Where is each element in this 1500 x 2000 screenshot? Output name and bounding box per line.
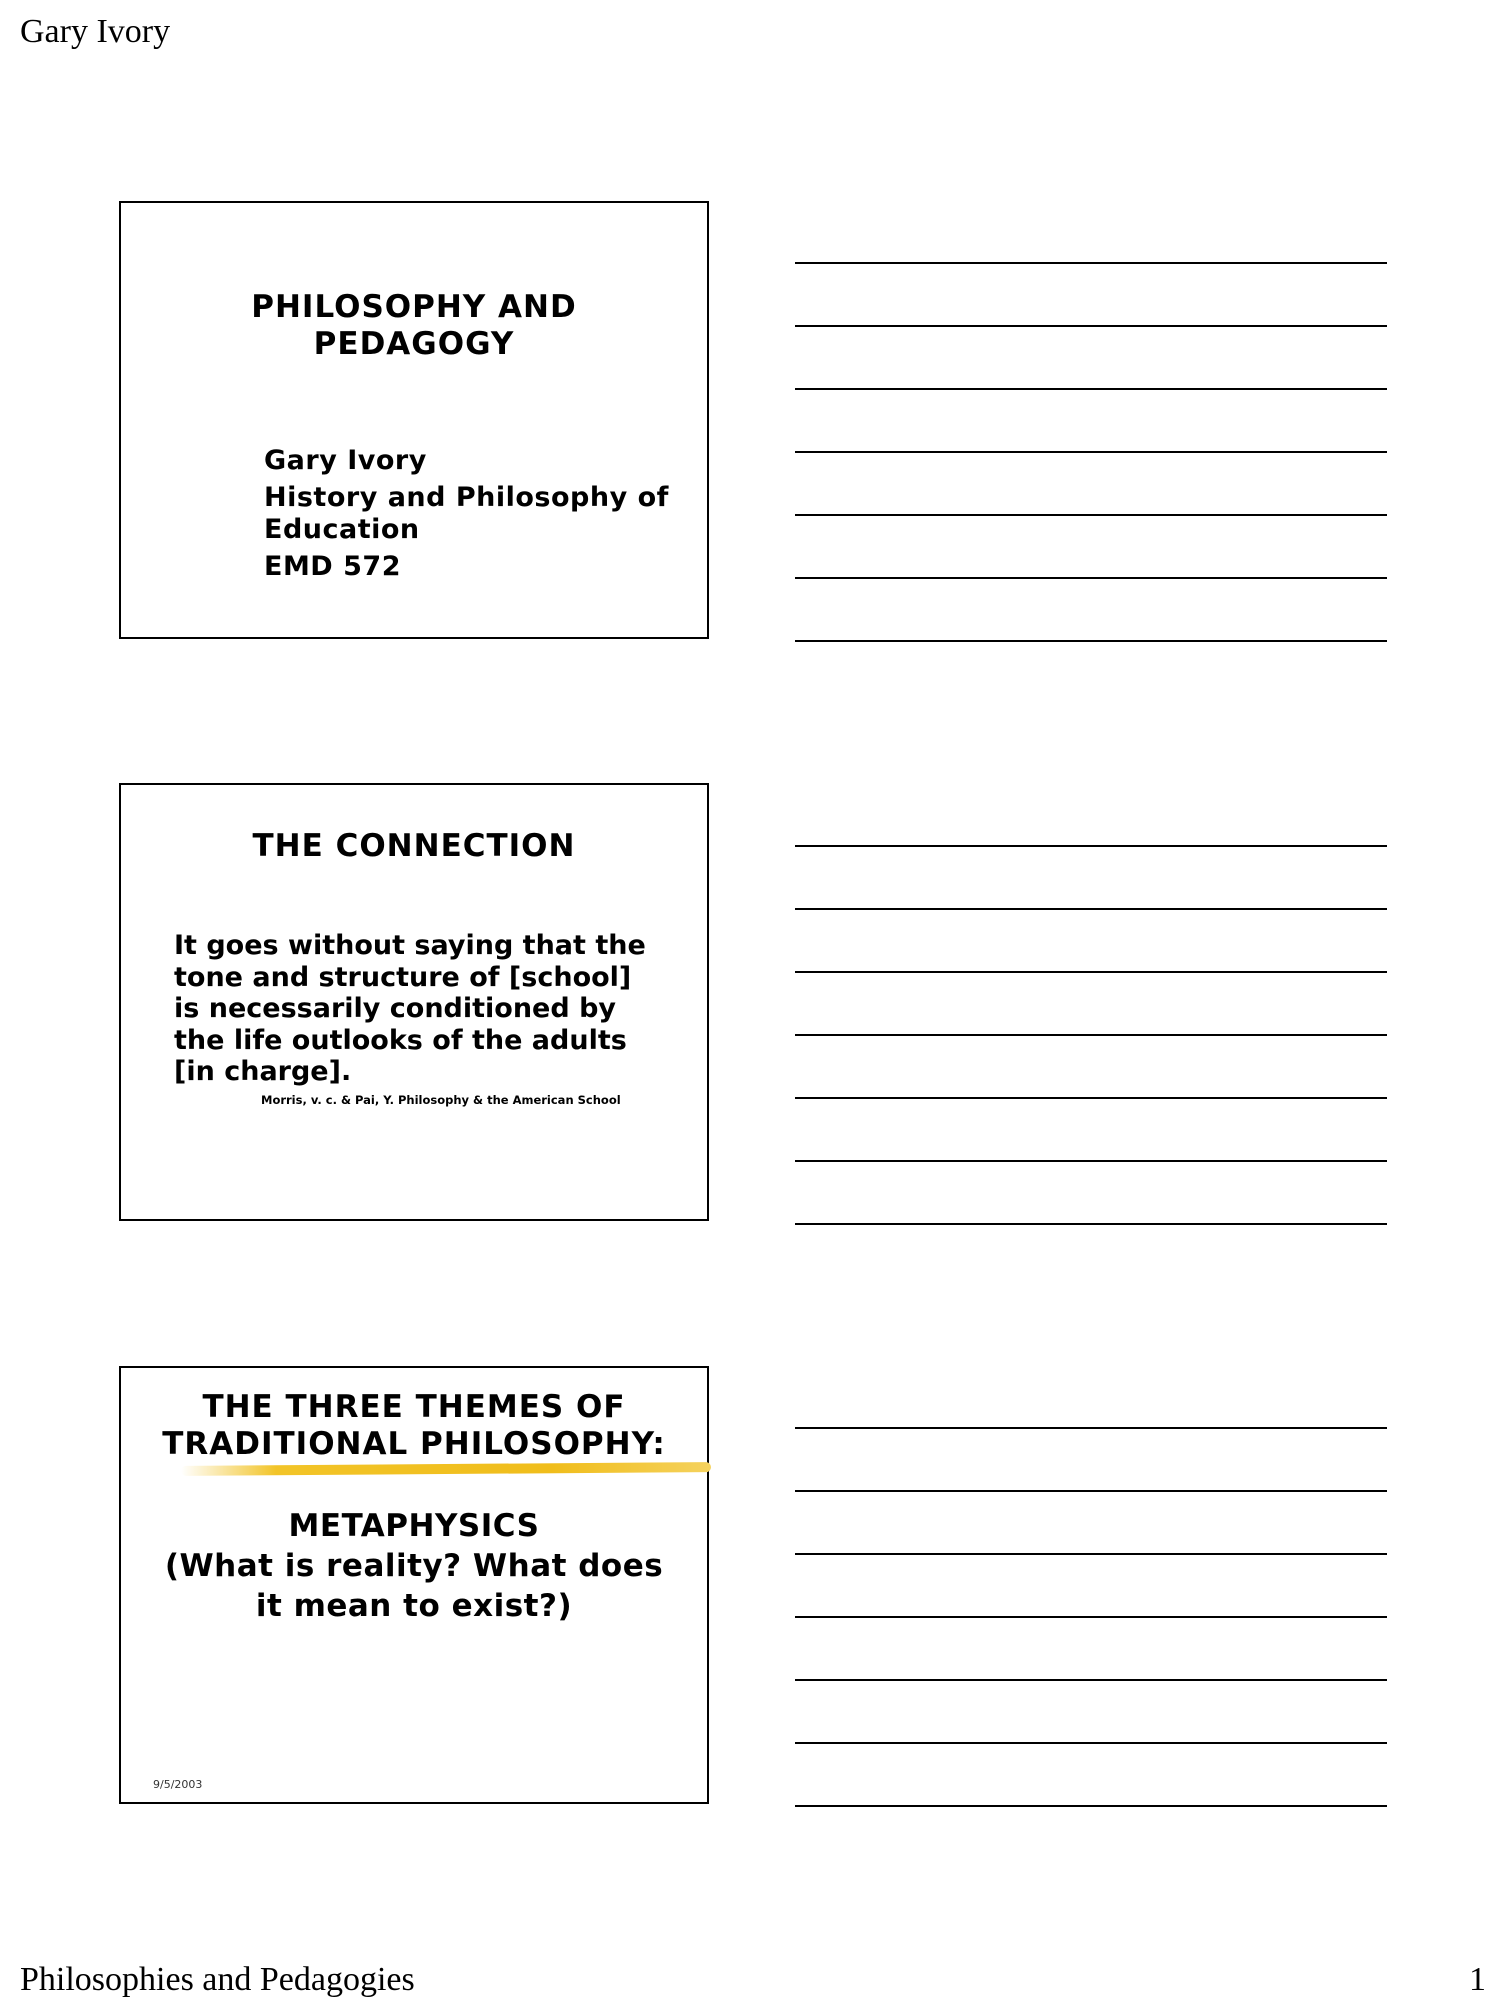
notes-line [795, 640, 1387, 642]
notes-line [795, 1427, 1387, 1429]
slide-1-title [121, 289, 707, 363]
slide-3-title [121, 1389, 707, 1463]
notes-line [795, 1553, 1387, 1555]
slide-3 [119, 1366, 709, 1804]
slide-3-subtitle-line: (What is reality? What does [164, 1548, 664, 1584]
slide-3-date: 9/5/2003 [153, 1778, 203, 1791]
slide-3-title-line: THE THREE THEMES OF [202, 1389, 626, 1425]
notes-line [795, 388, 1387, 390]
notes-line [795, 577, 1387, 579]
slide-1 [119, 201, 709, 639]
notes-line [795, 1160, 1387, 1162]
slide-1-title-line: PHILOSOPHY AND [251, 289, 577, 325]
notes-line [795, 262, 1387, 264]
slide-3-subtitle [121, 1506, 707, 1626]
slide-1-body [264, 445, 684, 588]
course-name: History and Philosophy of Education [264, 482, 669, 545]
slide-2-title: THE CONNECTION [252, 828, 576, 864]
slide-1-title-line: PEDAGOGY [313, 326, 515, 362]
page-header: Gary Ivory [20, 13, 171, 50]
notes-line [795, 908, 1387, 910]
slide-2-citation: Morris, v. c. & Pai, Y. Philosophy & the American School [261, 1093, 621, 1107]
presenter-name: Gary Ivory [264, 445, 427, 476]
notes-line [795, 1616, 1387, 1618]
slide-2 [119, 783, 709, 1221]
notes-line [795, 325, 1387, 327]
notes-line [795, 1490, 1387, 1492]
notes-line [795, 1805, 1387, 1807]
notes-line [795, 451, 1387, 453]
slide-3-title-line: TRADITIONAL PHILOSOPHY: [162, 1426, 666, 1462]
highlight-underline [181, 1462, 711, 1476]
page-footer: Philosophies and Pedagogies [20, 1961, 415, 1998]
course-code: EMD 572 [264, 551, 401, 582]
notes-line [795, 514, 1387, 516]
notes-line [795, 1742, 1387, 1744]
page-number: 1 [1469, 1961, 1486, 1998]
slide-2-quote: It goes without saying that the tone and structure of [school] is necessarily conditioned by the life outlooks of the adults [in charge]. [174, 930, 646, 1087]
notes-line [795, 1034, 1387, 1036]
notes-line [795, 1097, 1387, 1099]
notes-line [795, 971, 1387, 973]
notes-line [795, 1223, 1387, 1225]
notes-line [795, 845, 1387, 847]
slide-3-subtitle-line: METAPHYSICS [288, 1508, 540, 1544]
notes-line [795, 1679, 1387, 1681]
slide-3-subtitle-line: it mean to exist?) [255, 1588, 573, 1624]
